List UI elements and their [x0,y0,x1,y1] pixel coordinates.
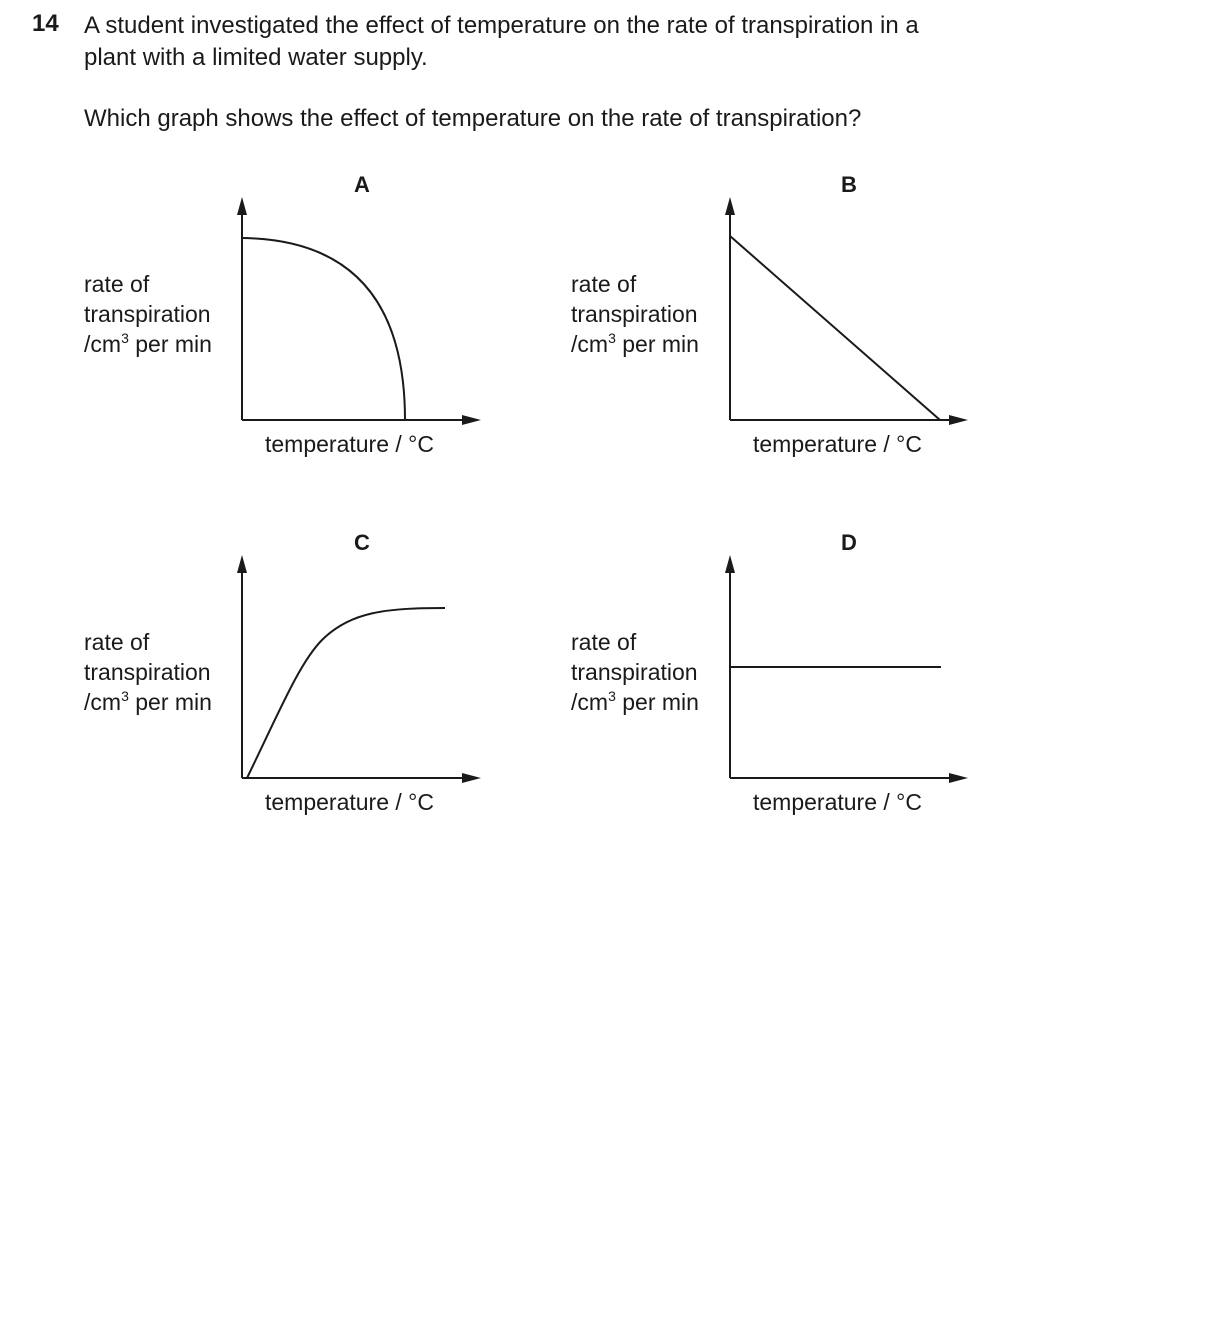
graph-c-ylabel-unit-pre: /cm [84,689,122,715]
question-prompt: Which graph shows the effect of temperature on the rate of transpiration? [84,105,862,132]
graph-c-xlabel: temperature / °C [265,789,434,815]
graph-b-ylabel-unit-post: per min [615,331,699,357]
graph-b-ylabel-unit-pre: /cm [571,331,609,357]
graph-d-x-arrow-icon [949,773,968,783]
question-number: 14 [32,10,59,37]
graph-b-ylabel-line-1: rate of [571,271,637,297]
graph-d-ylabel-unit-sup: 3 [608,688,616,704]
graph-a-ylabel-line-1: rate of [84,271,150,297]
graph-a-ylabel-unit-pre: /cm [84,331,122,357]
graph-d-ylabel-unit-pre: /cm [571,689,609,715]
graph-d-xlabel: temperature / °C [753,789,922,815]
graph-a-ylabel-unit-post: per min [128,331,212,357]
graph-a-ylabel-unit-sup: 3 [121,330,129,346]
graph-d-y-arrow-icon [725,555,735,573]
graph-a-xlabel: temperature / °C [265,431,434,457]
graph-b-ylabel-unit-sup: 3 [608,330,616,346]
graph-a-label: A [354,172,370,197]
graph-c-ylabel-line-1: rate of [84,629,150,655]
graph-c-ylabel-unit-sup: 3 [121,688,129,704]
question-stem-line-2: plant with a limited water supply. [84,44,428,71]
graph-a-ylabel-line-2: transpiration [84,301,211,327]
graph-d-ylabel-line-1: rate of [571,629,637,655]
graph-b-ylabel-line-2: transpiration [571,301,698,327]
question-stem-line-1: A student investigated the effect of temperature on the rate of transpiration in a [84,12,919,39]
graph-c-label: C [354,530,370,555]
graph-b-xlabel: temperature / °C [753,431,922,457]
graph-d-ylabel-unit-post: per min [615,689,699,715]
graph-c-ylabel-line-2: transpiration [84,659,211,685]
graph-d-ylabel-line-2: transpiration [571,659,698,685]
graph-d-axes [730,568,955,778]
graph-c-ylabel-unit-post: per min [128,689,212,715]
graph-b-label: B [841,172,857,197]
graph-d-label: D [841,530,857,555]
